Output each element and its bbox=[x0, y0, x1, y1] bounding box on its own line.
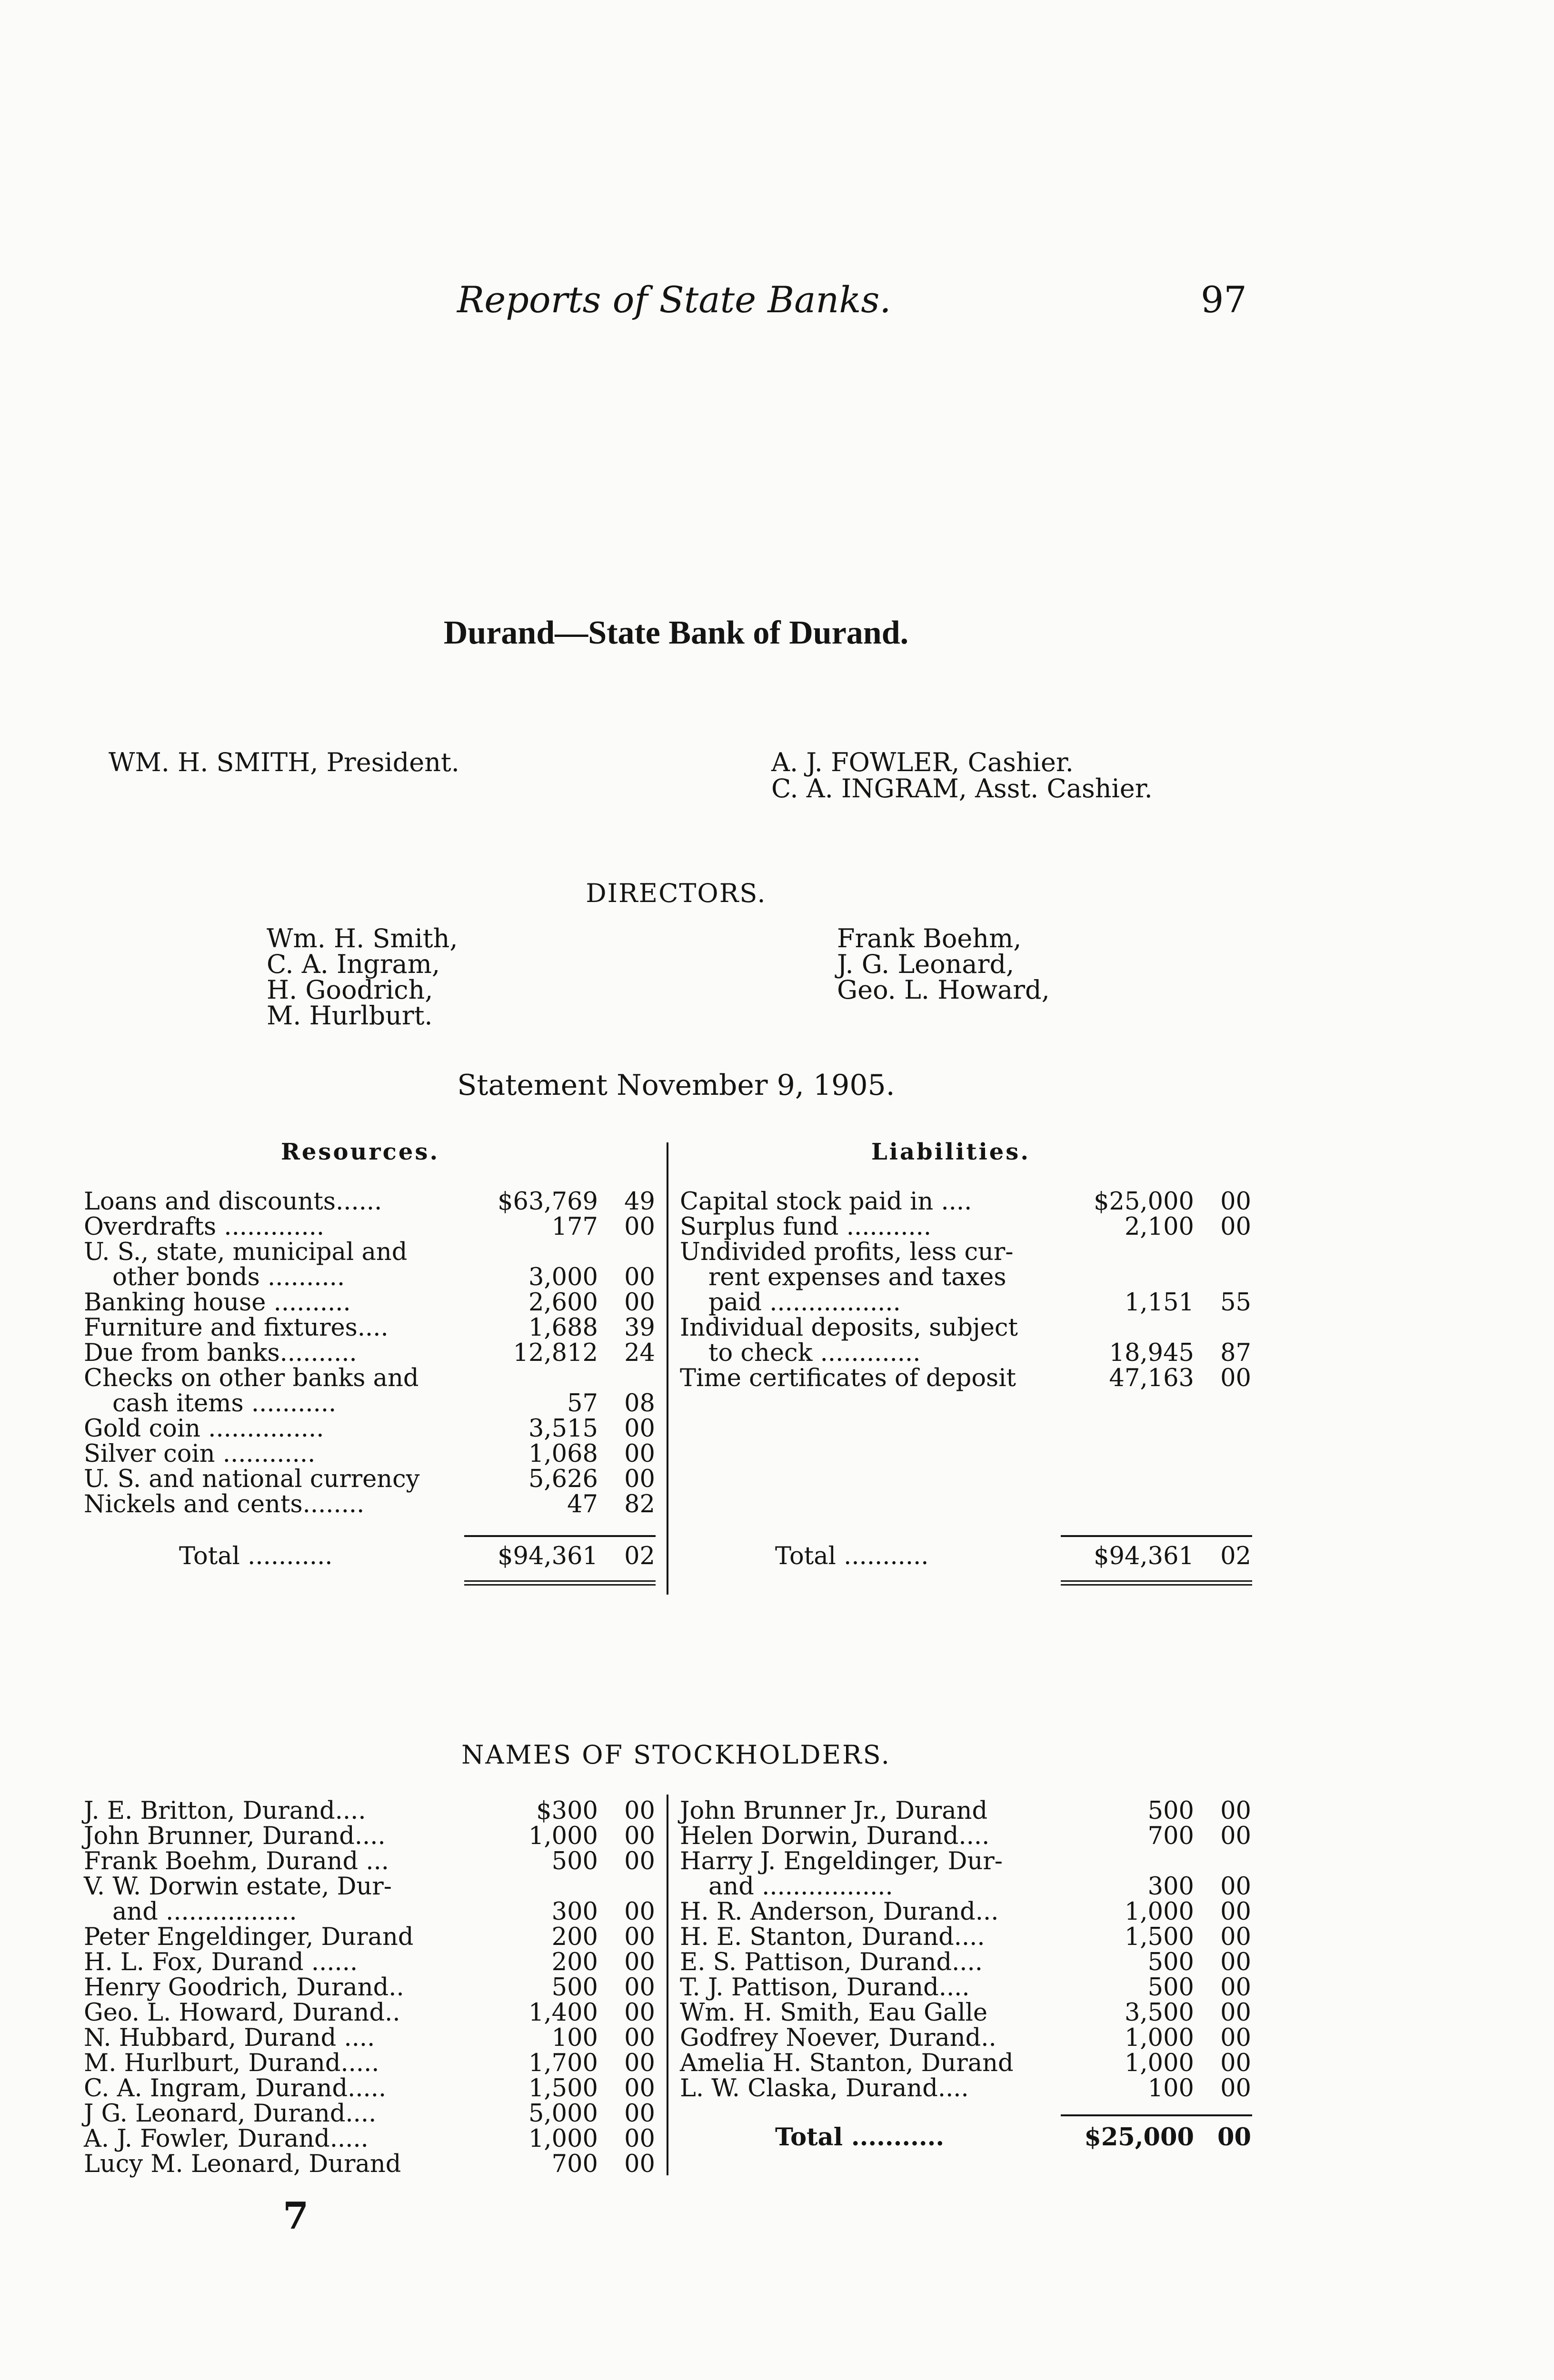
stockholder-row-dollars: 100 bbox=[1147, 2074, 1194, 2102]
page-number: 97 bbox=[1201, 278, 1247, 321]
resource-row-dollars: 1,068 bbox=[528, 1440, 598, 1468]
stockholder-row-dollars: $300 bbox=[536, 1797, 598, 1825]
liability-row-label: Undivided profits, less cur- bbox=[680, 1238, 1014, 1266]
stockholder-row-cents: 00 bbox=[1220, 2074, 1251, 2102]
stockholder-row-dollars: 1,000 bbox=[1124, 1898, 1194, 1926]
liability-row bbox=[680, 1263, 1256, 1289]
stockholder-row-label: Wm. H. Smith, Eau Galle bbox=[680, 1999, 988, 2027]
stockholder-row bbox=[84, 1999, 660, 2027]
liability-row-dollars: 2,100 bbox=[1124, 1213, 1194, 1241]
stockholder-row-cents: 00 bbox=[624, 2125, 655, 2153]
resource-row-dollars: 5,626 bbox=[528, 1465, 598, 1493]
stockholder-row bbox=[680, 1898, 1256, 1926]
resource-row-dollars: 177 bbox=[551, 1213, 598, 1241]
stockholder-row-dollars: 200 bbox=[551, 1923, 598, 1951]
stockholder-row-label: A. J. Fowler, Durand..... bbox=[84, 2125, 369, 2153]
liability-row bbox=[680, 1339, 1256, 1367]
stockholder-row-dollars: 500 bbox=[551, 1847, 598, 1875]
resource-row bbox=[84, 1289, 660, 1317]
stockholder-row-dollars: 1,000 bbox=[528, 2125, 598, 2153]
stockholder-row-cents: 00 bbox=[1220, 1948, 1251, 1976]
resources-total-row bbox=[84, 1542, 660, 1570]
resource-row-dollars: 2,600 bbox=[528, 1289, 598, 1317]
stockholder-row-label: V. W. Dorwin estate, Dur- bbox=[84, 1873, 392, 1901]
resource-row-label: Loans and discounts...... bbox=[84, 1188, 382, 1216]
resource-row bbox=[84, 1440, 660, 1468]
resource-row bbox=[84, 1490, 660, 1516]
stockholder-row-dollars: 1,400 bbox=[528, 1999, 598, 2027]
stockholder-row bbox=[84, 1797, 660, 1825]
stockholder-row-label: Helen Dorwin, Durand.... bbox=[680, 1822, 990, 1850]
stockholders-total-row-dollars: $25,000 bbox=[1084, 2123, 1194, 2152]
resource-row-cents: 00 bbox=[624, 1289, 655, 1317]
liability-row-label: to check ............. bbox=[708, 1339, 921, 1367]
resource-row-cents: 00 bbox=[624, 1213, 655, 1241]
stockholder-row-cents: 00 bbox=[624, 2024, 655, 2052]
director-name: Wm. H. Smith, bbox=[267, 923, 458, 953]
stockholder-row bbox=[84, 1873, 660, 1901]
stockholder-row-label: John Brunner Jr., Durand bbox=[680, 1797, 988, 1825]
resources-heading: Resources. bbox=[281, 1139, 440, 1165]
resources-total bbox=[84, 1542, 660, 1570]
stockholder-row-label: H. L. Fox, Durand ...... bbox=[84, 1948, 358, 1976]
liability-row-cents: 87 bbox=[1220, 1339, 1251, 1367]
resource-row bbox=[84, 1188, 660, 1216]
liability-row bbox=[680, 1238, 1256, 1266]
liability-row-dollars: 1,151 bbox=[1124, 1289, 1194, 1317]
stockholder-row-cents: 00 bbox=[1220, 1999, 1251, 2027]
liability-row-cents: 55 bbox=[1220, 1289, 1251, 1317]
stockholders-total-rule bbox=[1061, 2114, 1252, 2116]
resource-row-cents: 39 bbox=[624, 1314, 655, 1342]
stockholder-row-cents: 00 bbox=[1220, 1898, 1251, 1926]
stockholder-row-label: N. Hubbard, Durand .... bbox=[84, 2024, 375, 2052]
stockholder-row-dollars: 500 bbox=[1147, 1948, 1194, 1976]
stockholder-row-cents: 00 bbox=[624, 2074, 655, 2102]
liability-row-label: Capital stock paid in .... bbox=[680, 1188, 972, 1216]
stockholder-row bbox=[84, 2049, 660, 2077]
stockholder-row-label: Godfrey Noever, Durand.. bbox=[680, 2024, 996, 2052]
stockholder-row-label: Frank Boehm, Durand ... bbox=[84, 1847, 389, 1875]
stockholder-row bbox=[84, 1923, 660, 1951]
stockholder-row-cents: 00 bbox=[624, 1797, 655, 1825]
liability-row bbox=[680, 1289, 1256, 1317]
running-header-title: Reports of State Banks. bbox=[457, 278, 891, 321]
stockholder-row-label: H. E. Stanton, Durand.... bbox=[680, 1923, 985, 1951]
resource-row-cents: 00 bbox=[624, 1440, 655, 1468]
stockholder-row-label: Geo. L. Howard, Durand.. bbox=[84, 1999, 400, 2027]
stockholder-row bbox=[680, 1797, 1256, 1825]
resource-row-cents: 24 bbox=[624, 1339, 655, 1367]
resource-row-cents: 00 bbox=[624, 1263, 655, 1291]
officer-asst-cashier: C. A. INGRAM, Asst. Cashier. bbox=[771, 774, 1153, 803]
liability-row-label: paid ................. bbox=[708, 1289, 901, 1317]
resource-row-cents: 00 bbox=[624, 1465, 655, 1493]
resource-row-dollars: 3,000 bbox=[528, 1263, 598, 1291]
resources-total-row-dollars: $94,361 bbox=[498, 1542, 598, 1570]
stockholder-row bbox=[84, 1898, 660, 1926]
stockholder-row-label: Peter Engeldinger, Durand bbox=[84, 1923, 414, 1951]
resource-row bbox=[84, 1314, 660, 1342]
resource-row-dollars: 57 bbox=[567, 1389, 598, 1418]
resource-row-label: Due from banks.......... bbox=[84, 1339, 357, 1367]
stockholder-row bbox=[680, 2024, 1256, 2052]
resource-row-label: other bonds .......... bbox=[112, 1263, 345, 1291]
stockholder-row-dollars: 100 bbox=[551, 2024, 598, 2052]
stockholder-row-cents: 00 bbox=[624, 2100, 655, 2128]
stockholder-row-label: Harry J. Engeldinger, Dur- bbox=[680, 1847, 1003, 1875]
signature-folio: 7 bbox=[283, 2194, 309, 2238]
stockholder-row-dollars: 500 bbox=[1147, 1973, 1194, 2002]
resource-row-cents: 00 bbox=[624, 1415, 655, 1443]
director-name: Frank Boehm, bbox=[837, 923, 1022, 953]
stockholders-total-row-label: Total ........... bbox=[775, 2123, 945, 2152]
director-name: M. Hurlburt. bbox=[267, 1001, 433, 1031]
stockholder-row-label: John Brunner, Durand.... bbox=[84, 1822, 386, 1850]
liabilities-total-rule bbox=[1061, 1535, 1252, 1537]
resource-row-dollars: $63,769 bbox=[498, 1188, 598, 1216]
stockholders-heading: NAMES OF STOCKHOLDERS. bbox=[461, 1740, 891, 1770]
liabilities-double-rule bbox=[1061, 1580, 1252, 1586]
liability-row-label: rent expenses and taxes bbox=[708, 1263, 1006, 1291]
stockholder-row-label: C. A. Ingram, Durand..... bbox=[84, 2074, 387, 2102]
stockholder-row bbox=[680, 1873, 1256, 1901]
liabilities-total-row-dollars: $94,361 bbox=[1094, 1542, 1194, 1570]
stockholder-row-dollars: 700 bbox=[1147, 1822, 1194, 1850]
resource-row-label: Gold coin ............... bbox=[84, 1415, 324, 1443]
stockholder-row-dollars: 500 bbox=[1147, 1797, 1194, 1825]
stockholders-total-row bbox=[680, 2123, 1256, 2152]
stockholder-row-dollars: 1,000 bbox=[528, 1822, 598, 1850]
liabilities-total bbox=[680, 1542, 1256, 1570]
resources-total-row-label: Total ........... bbox=[179, 1542, 333, 1570]
director-name: Geo. L. Howard, bbox=[837, 975, 1050, 1005]
officer-president: WM. H. SMITH, President. bbox=[109, 747, 459, 777]
liability-row-cents: 00 bbox=[1220, 1188, 1251, 1216]
stockholder-row bbox=[84, 2074, 660, 2100]
resource-row-cents: 49 bbox=[624, 1188, 655, 1216]
stockholder-row bbox=[680, 2049, 1256, 2077]
stockholder-row bbox=[680, 1973, 1256, 2002]
resource-row bbox=[84, 1238, 660, 1266]
liability-row-label: Individual deposits, subject bbox=[680, 1314, 1018, 1342]
stockholder-row-dollars: 1,700 bbox=[528, 2049, 598, 2077]
resources-total-rule bbox=[464, 1535, 656, 1537]
stockholder-row-cents: 00 bbox=[624, 1999, 655, 2027]
stockholder-row bbox=[84, 2150, 660, 2178]
stockholder-row-dollars: 500 bbox=[551, 1973, 598, 2002]
resource-row-dollars: 12,812 bbox=[513, 1339, 598, 1367]
liability-row bbox=[680, 1188, 1256, 1216]
stockholder-row-cents: 00 bbox=[624, 2049, 655, 2077]
stockholder-row-cents: 00 bbox=[624, 1973, 655, 2002]
resource-row bbox=[84, 1364, 660, 1392]
stockholder-row-cents: 00 bbox=[1220, 1797, 1251, 1825]
statement-title: Statement November 9, 1905. bbox=[457, 1069, 895, 1102]
stockholder-row bbox=[680, 1999, 1256, 2027]
stockholder-row bbox=[84, 1822, 660, 1850]
stockholder-row-label: T. J. Pattison, Durand.... bbox=[680, 1973, 970, 2002]
stockholder-row-dollars: 5,000 bbox=[528, 2100, 598, 2128]
stockholder-row-cents: 00 bbox=[624, 1822, 655, 1850]
director-name: J. G. Leonard, bbox=[837, 949, 1015, 979]
resource-row-label: cash items ........... bbox=[112, 1389, 337, 1418]
resource-row-label: Checks on other banks and bbox=[84, 1364, 419, 1392]
liabilities-heading: Liabilities. bbox=[871, 1139, 1031, 1165]
director-name: H. Goodrich, bbox=[267, 975, 433, 1005]
stockholder-row bbox=[680, 2074, 1256, 2100]
stockholder-row-label: M. Hurlburt, Durand..... bbox=[84, 2049, 379, 2077]
resource-row bbox=[84, 1263, 660, 1289]
stockholder-row-cents: 00 bbox=[624, 1923, 655, 1951]
stockholders-right-table bbox=[680, 1797, 1256, 2100]
stockholder-row-dollars: 700 bbox=[551, 2150, 598, 2178]
liabilities-table bbox=[680, 1188, 1256, 1392]
stockholder-row-cents: 00 bbox=[1220, 1973, 1251, 2002]
stockholder-row-dollars: 300 bbox=[551, 1898, 598, 1926]
liability-row-dollars: 47,163 bbox=[1109, 1364, 1194, 1392]
stockholder-row-cents: 00 bbox=[624, 1847, 655, 1875]
liability-row-dollars: 18,945 bbox=[1109, 1339, 1194, 1367]
liabilities-total-row bbox=[680, 1542, 1256, 1570]
stockholder-row-dollars: 1,500 bbox=[528, 2074, 598, 2102]
stockholder-row bbox=[84, 1948, 660, 1976]
stockholder-row-label: and ................. bbox=[112, 1898, 297, 1926]
stockholder-row-label: and ................. bbox=[708, 1873, 893, 1901]
stockholder-row bbox=[680, 1923, 1256, 1951]
liability-row bbox=[680, 1213, 1256, 1241]
stockholder-row bbox=[84, 2100, 660, 2128]
resource-row-cents: 82 bbox=[624, 1490, 655, 1518]
liability-row-cents: 00 bbox=[1220, 1364, 1251, 1392]
stockholder-row-cents: 00 bbox=[624, 1948, 655, 1976]
resources-double-rule bbox=[464, 1580, 656, 1586]
resource-row-cents: 08 bbox=[624, 1389, 655, 1418]
stockholder-row bbox=[84, 1847, 660, 1873]
stockholder-row-cents: 00 bbox=[1220, 1873, 1251, 1901]
liabilities-total-row-cents: 02 bbox=[1220, 1542, 1251, 1570]
liability-row-dollars: $25,000 bbox=[1094, 1188, 1194, 1216]
stockholder-row-label: H. R. Anderson, Durand... bbox=[680, 1898, 999, 1926]
stockholder-row bbox=[84, 2125, 660, 2153]
bank-title: Durand—State Bank of Durand. bbox=[443, 615, 909, 651]
stockholder-row-cents: 00 bbox=[624, 1898, 655, 1926]
stockholder-row-label: Henry Goodrich, Durand.. bbox=[84, 1973, 404, 2002]
stockholder-row-label: J. E. Britton, Durand.... bbox=[84, 1797, 366, 1825]
directors-right-column bbox=[837, 923, 1050, 1005]
liability-row bbox=[680, 1364, 1256, 1392]
resource-row bbox=[84, 1213, 660, 1241]
stockholder-row-label: Amelia H. Stanton, Durand bbox=[680, 2049, 1014, 2077]
stockholder-row-label: E. S. Pattison, Durand.... bbox=[680, 1948, 983, 1976]
directors-heading: DIRECTORS. bbox=[586, 878, 767, 908]
stockholder-row-cents: 00 bbox=[1220, 1822, 1251, 1850]
stockholder-row-dollars: 1,000 bbox=[1124, 2049, 1194, 2077]
stockholder-row-label: L. W. Claska, Durand.... bbox=[680, 2074, 969, 2102]
officer-cashier: A. J. FOWLER, Cashier. bbox=[771, 747, 1074, 777]
resources-table bbox=[84, 1188, 660, 1516]
liability-row bbox=[680, 1314, 1256, 1342]
directors-left-column bbox=[267, 923, 458, 1031]
stockholder-row-dollars: 200 bbox=[551, 1948, 598, 1976]
resource-row bbox=[84, 1415, 660, 1443]
liability-row-label: Time certificates of deposit bbox=[680, 1364, 1016, 1392]
resources-total-row-cents: 02 bbox=[624, 1542, 655, 1570]
resource-row bbox=[84, 1465, 660, 1493]
stockholders-column-divider bbox=[667, 1795, 668, 2175]
stockholder-row-dollars: 300 bbox=[1147, 1873, 1194, 1901]
resource-row-dollars: 1,688 bbox=[528, 1314, 598, 1342]
liability-row-label: Surplus fund ........... bbox=[680, 1213, 932, 1241]
stockholders-left-table bbox=[84, 1797, 660, 2178]
stockholder-row-cents: 00 bbox=[1220, 1923, 1251, 1951]
stockholder-row-dollars: 1,500 bbox=[1124, 1923, 1194, 1951]
resource-row-label: Overdrafts ............. bbox=[84, 1213, 325, 1241]
stockholder-row bbox=[680, 1822, 1256, 1850]
stockholder-row bbox=[84, 1973, 660, 2002]
director-name: C. A. Ingram, bbox=[267, 949, 440, 979]
resource-row bbox=[84, 1339, 660, 1367]
stockholder-row-label: J G. Leonard, Durand.... bbox=[84, 2100, 377, 2128]
resource-row-label: U. S. and national currency bbox=[84, 1465, 420, 1493]
stockholder-row-cents: 00 bbox=[624, 2150, 655, 2178]
resource-row bbox=[84, 1389, 660, 1418]
stockholder-row bbox=[680, 1847, 1256, 1873]
stockholder-row-label: Lucy M. Leonard, Durand bbox=[84, 2150, 401, 2178]
statement-column-divider bbox=[667, 1142, 668, 1595]
stockholders-total-row-cents: 00 bbox=[1217, 2123, 1251, 2152]
stockholder-row bbox=[680, 1948, 1256, 1976]
stockholder-row-dollars: 3,500 bbox=[1124, 1999, 1194, 2027]
resource-row-label: Nickels and cents........ bbox=[84, 1490, 365, 1518]
stockholders-total bbox=[680, 2123, 1256, 2152]
stockholder-row bbox=[84, 2024, 660, 2052]
resource-row-label: Silver coin ............ bbox=[84, 1440, 316, 1468]
stockholder-row-cents: 00 bbox=[1220, 2024, 1251, 2052]
resource-row-dollars: 3,515 bbox=[528, 1415, 598, 1443]
resource-row-dollars: 47 bbox=[567, 1490, 598, 1518]
resource-row-label: Banking house .......... bbox=[84, 1289, 351, 1317]
liability-row-cents: 00 bbox=[1220, 1213, 1251, 1241]
stockholder-row-dollars: 1,000 bbox=[1124, 2024, 1194, 2052]
stockholder-row-cents: 00 bbox=[1220, 2049, 1251, 2077]
liabilities-total-row-label: Total ........... bbox=[775, 1542, 929, 1570]
resource-row-label: Furniture and fixtures.... bbox=[84, 1314, 388, 1342]
resource-row-label: U. S., state, municipal and bbox=[84, 1238, 408, 1266]
